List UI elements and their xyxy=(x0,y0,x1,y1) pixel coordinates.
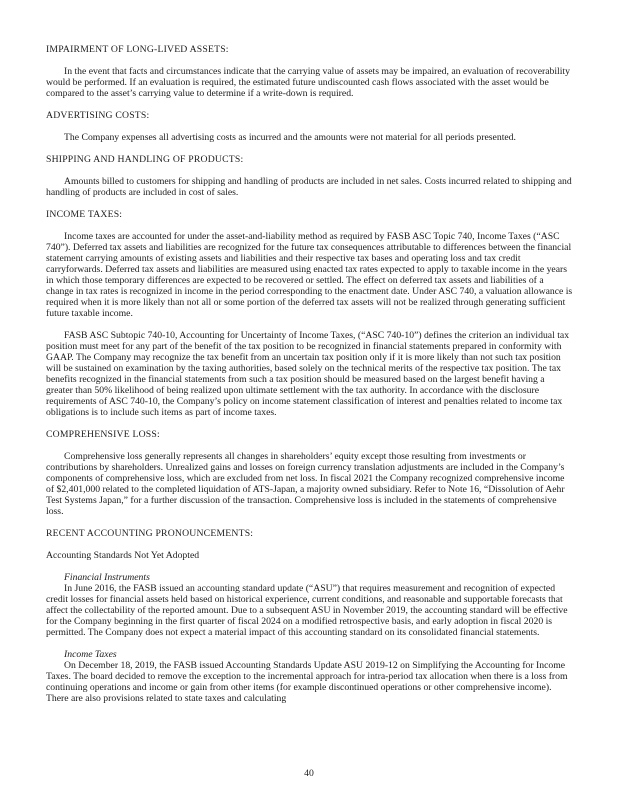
paragraph: Income taxes are accounted for under the asset-and-liability method as required by FASB ASC Topic 740, Income Taxes (“ASC 740”). Deferred tax assets and liabilities are recognized for the future tax consequences attributable to differences between the financial statement carrying amounts of existing assets and liabilities and their respective tax bases and operating loss and tax credit carryforwards. Deferred tax assets and liabilities are measured using enacted tax rates expected to apply to taxable income in the years in which those temporary differences are expected to be recovered or settled. The effect on deferred tax assets and liabilities of a change in tax rates is recognized in income in the period corresponding to the enactment date. Under ASC 740, a valuation allowance is required when it is more likely than not all or some portion of the deferred tax assets will not be realized through generating sufficient future taxable income. xyxy=(46,231,573,319)
paragraph: The Company expenses all advertising costs as incurred and the amounts were not material for all periods presented. xyxy=(64,132,516,143)
document-body xyxy=(46,44,573,704)
page-number: 40 xyxy=(304,768,314,779)
section-heading: ADVERTISING COSTS: xyxy=(46,110,150,121)
section-heading: RECENT ACCOUNTING PRONOUNCEMENTS: xyxy=(46,528,254,539)
subsection-heading: Accounting Standards Not Yet Adopted xyxy=(46,550,200,561)
section-heading: SHIPPING AND HANDLING OF PRODUCTS: xyxy=(46,154,244,165)
paragraph: Amounts billed to customers for shipping and handling of products are included in net sales. Costs incurred related to shipping and handling of products are included in cost of sales. xyxy=(46,176,572,198)
paragraph: In June 2016, the FASB issued an accounting standard update (“ASU”) that requires measurement and recognition of expected credit losses for financial assets held based on historical experience, current conditions, and reasonable and supportable forecasts that affect the collectability of the reported amount. Due to a subsequent ASU in November 2019, the accounting standard will be effective for the Company beginning in the first quarter of fiscal 2024 on a modified retrospective basis, and early adoption in fiscal 2020 is permitted. The Company does not expect a material impact of this accounting standard on its consolidated financial statements. xyxy=(46,583,568,638)
paragraph: FASB ASC Subtopic 740-10, Accounting for Uncertainty of Income Taxes, (“ASC 740-10”) defines the criterion an individual tax position must meet for any part of the benefit of the tax position to be recognized in financial statements prepared in conformity with GAAP. The Company may recognize the tax benefit from an uncertain tax position only if it is more likely than not such tax position will be sustained on examination by the taxing authorities, based solely on the technical merits of the respective tax position. The tax benefits recognized in the financial statements from such a tax position should be measured based on the largest benefit having a greater than 50% likelihood of being realized upon ultimate settlement with the tax authority. In accordance with the disclosure requirements of ASC 740-10, the Company’s policy on income statement classification of interest and penalties related to income tax obligations is to include such items as part of income taxes. xyxy=(46,330,570,418)
section-heading: INCOME TAXES: xyxy=(46,209,123,220)
italic-heading: Income Taxes xyxy=(64,649,117,660)
paragraph: In the event that facts and circumstances indicate that the carrying value of assets may be impaired, an evaluation of recoverability would be performed. If an evaluation is required, the estimated future undiscounted cash flows associated with the asset would be compared to the asset’s carrying value to determine if a write-down is required. xyxy=(46,66,570,99)
paragraph: On December 18, 2019, the FASB issued Accounting Standards Update ASU 2019-12 on Simplifying the Accounting for Income Taxes. The board decided to remove the exception to the incremental approach for intra-period tax allocation when there is a loss from continuing operations and income or gain from other items (for example discontinued operations or other comprehensive income). There are also provisions related to state taxes and calculating xyxy=(46,660,568,704)
italic-heading: Financial Instruments xyxy=(64,572,150,583)
section-heading: COMPREHENSIVE LOSS: xyxy=(46,429,160,440)
section-heading: IMPAIRMENT OF LONG-LIVED ASSETS: xyxy=(46,44,229,55)
paragraph: Comprehensive loss generally represents all changes in shareholders’ equity except those resulting from investments or contributions by shareholders. Unrealized gains and losses on foreign currency translation adjustments are included in the Company’s components of comprehensive loss, which are excluded from net loss. In fiscal 2021 the Company recognized comprehensive income of $2,401,000 related to the completed liquidation of ATS-Japan, a majority owned subsidiary. Refer to Note 16, “Dissolution of Aehr Test Systems Japan,” for a further discussion of the transaction. Comprehensive loss is included in the statements of comprehensive loss. xyxy=(46,451,565,517)
